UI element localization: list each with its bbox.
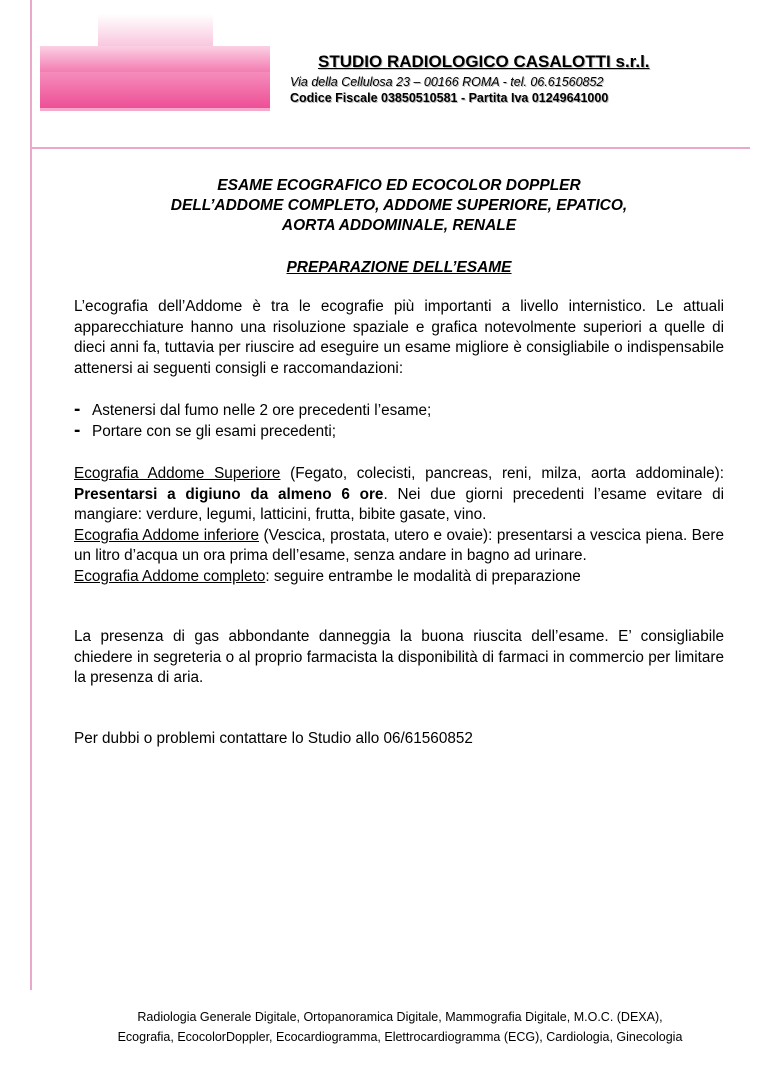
intro-paragraph: L’ecografia dell’Addome è tra le ecografie più importanti a livello internistico. Le attuali apparecchiature hanno una risoluzione spaziale e grafica notevolmente superiori a quelle di dieci anni fa, tuttavia per riuscire ad eseguire un esame migliore è consigliabile o indispensabile attenersi ai seguenti consigli e raccomandazioni: <box>74 298 724 377</box>
title-line-3: AORTA ADDOMINALE, RENALE <box>281 217 517 234</box>
addome-completo-text: : seguire entrambe le modalità di preparazione <box>265 567 581 585</box>
addome-completo-paragraph <box>74 567 724 588</box>
addome-inferiore-label: Ecografia Addome inferiore <box>74 526 260 544</box>
studio-logo-graphic <box>30 0 270 115</box>
addome-inferiore-text: (Vescica, prostata, utero e ovaie): presentarsi a vescica piena. Bere un litro d’acqua un ora prima dell’esame, senza andare in bagno ad urinare. <box>74 526 724 564</box>
footer-line-2: Ecografia, EcocolorDoppler, Ecocardiogramma, Elettrocardiogramma (ECG), Cardiologia, Ginecologia <box>117 1030 683 1044</box>
gas-note-paragraph: La presenza di gas abbondante danneggia la buona riuscita dell’esame. E’ consigliabile chiedere in segreteria o al proprio farmacista la disponibilità di farmaci in commercio per limitare la presenza di aria. <box>74 628 724 686</box>
section-subtitle: PREPARAZIONE DELL’ESAME <box>286 259 512 276</box>
document-title <box>74 176 724 236</box>
recommendation-list <box>74 401 724 442</box>
studio-name: STUDIO RADIOLOGICO CASALOTTI s.r.l. <box>318 52 650 71</box>
addome-superiore-label: Ecografia Addome Superiore <box>74 465 281 482</box>
studio-fiscal-info: Codice Fiscale 03850510581 - Partita Iva 01249641000 <box>290 91 609 105</box>
contact-paragraph: Per dubbi o problemi contattare lo Studio allo 06/61560852 <box>74 729 473 747</box>
document-body <box>74 297 724 749</box>
footer-services <box>60 1007 740 1047</box>
header-divider-line <box>30 147 750 149</box>
title-line-2: DELL’ADDOME COMPLETO, ADDOME SUPERIORE, EPATICO, <box>170 197 628 214</box>
footer-line-1: Radiologia Generale Digitale, Ortopanoramica Digitale, Mammografia Digitale, M.O.C. (DEXA), <box>137 1010 663 1024</box>
addome-superiore-text: (Fegato, colecisti, pancreas, reni, milza, aorta addominale): <box>280 465 724 482</box>
addome-inferiore-paragraph <box>74 526 724 567</box>
title-line-1: ESAME ECOGRAFICO ED ECOCOLOR DOPPLER <box>217 177 581 194</box>
list-item: - Astenersi dal fumo nelle 2 ore precedenti l’esame; <box>74 401 724 422</box>
studio-address: Via della Cellulosa 23 – 00166 ROMA - tel. 06.61560852 <box>290 75 604 89</box>
addome-superiore-paragraph <box>74 464 724 526</box>
addome-completo-label: Ecografia Addome completo <box>74 567 266 585</box>
fasting-instruction: Presentarsi a digiuno da almeno 6 ore <box>74 485 384 503</box>
list-item: - Portare con se gli esami precedenti; <box>74 422 724 443</box>
addome-superiore-text-2: . Nei due giorni precedenti l’esame evitare di mangiare: verdure, legumi, latticini, frutta, bibite gasate, vino. <box>74 485 724 523</box>
